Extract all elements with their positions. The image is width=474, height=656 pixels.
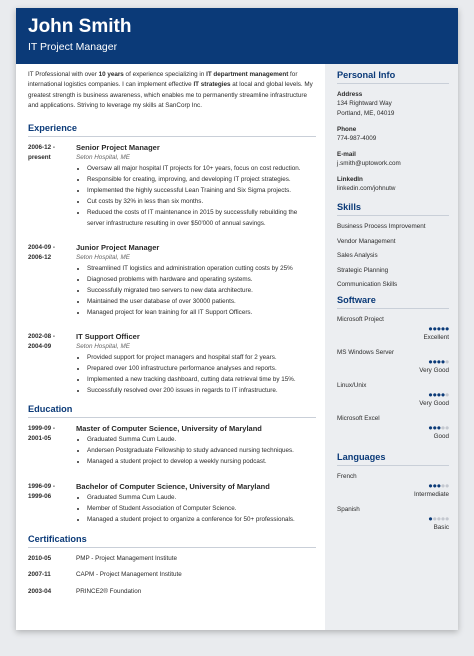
bullet: • Reduced the costs of IT maintenance in 2015 by successfully rebuilding the server infrastructure resulting in over $50'000 of annual savings. xyxy=(87,207,316,229)
skills-heading: Skills xyxy=(337,202,449,216)
rating-dot-filled-icon: ● xyxy=(428,480,433,490)
rating-dot-empty-icon: ● xyxy=(444,480,449,490)
rating-dot-empty-icon: ● xyxy=(436,513,441,523)
rating-dot-filled-icon: ● xyxy=(432,356,437,366)
main-column xyxy=(28,70,316,603)
rating-dots xyxy=(337,391,449,399)
rating-dot-filled-icon: ● xyxy=(436,323,441,333)
job-dates: 2002-08 - 2004-09 xyxy=(28,333,55,351)
bullet: • Prepared over 100 infrastructure performance analyses and reports. xyxy=(87,363,316,374)
rating-dot-filled-icon: ● xyxy=(436,480,441,490)
phone-value: 774-987-4009 xyxy=(337,135,377,142)
certifications-heading: Certifications xyxy=(28,534,316,548)
bullet: • Provided support for project managers and hospital staff for 2 years. xyxy=(87,352,316,363)
rating-dot-filled-icon: ● xyxy=(428,513,433,523)
education-entry xyxy=(28,424,316,467)
rating-level: Excellent xyxy=(423,333,449,341)
certification-item: 2007-11 CAPM - Project Management Institute xyxy=(28,571,182,579)
bullet: • Implemented a new tracking dashboard, cutting data retrieval time by 15%. xyxy=(87,374,316,385)
rating-dot-filled-icon: ● xyxy=(436,389,441,399)
rating-dot-empty-icon: ● xyxy=(440,480,445,490)
rating-dot-filled-icon: ● xyxy=(432,422,437,432)
job-dates: 2006-12 - present xyxy=(28,144,55,162)
software-item xyxy=(337,348,449,376)
software-item xyxy=(337,381,449,409)
experience-heading: Experience xyxy=(28,123,316,137)
rating-dot-filled-icon: ● xyxy=(432,323,437,333)
rating-dot-filled-icon: ● xyxy=(440,356,445,366)
software-name: Microsoft Project xyxy=(337,315,384,323)
rating-dot-filled-icon: ● xyxy=(428,323,433,333)
language-item xyxy=(337,505,449,533)
bullet: • Oversaw all major hospital IT projects for 10+ years, focus on cost reduction. xyxy=(87,163,316,174)
rating-level: Intermediate xyxy=(413,490,449,498)
language-name: Spanish xyxy=(337,505,360,513)
job-title: IT Support Officer xyxy=(76,332,140,342)
resume-sheet xyxy=(16,8,458,630)
rating-dot-empty-icon: ● xyxy=(444,513,449,523)
skill-item: Business Process Improvement xyxy=(337,223,426,230)
rating-dot-empty-icon: ● xyxy=(444,389,449,399)
bullet: • Cut costs by 32% in less than six months. xyxy=(87,196,316,207)
education-entry xyxy=(28,482,316,525)
education-dates: 1996-09 - 1999-06 xyxy=(28,483,55,501)
bullet: • Implemented the highly successful Lean Training and Six Sigma projects. xyxy=(87,185,316,196)
education-bullets xyxy=(76,492,316,525)
software-name: Microsoft Excel xyxy=(337,414,380,422)
bullet: • Responsible for creating, improving, and developing IT project strategies. xyxy=(87,174,316,185)
linkedin-value[interactable]: linkedin.com/johnutw xyxy=(337,185,396,192)
rating-dot-empty-icon: ● xyxy=(444,356,449,366)
languages-heading: Languages xyxy=(337,452,449,466)
rating-dot-empty-icon: ● xyxy=(432,513,437,523)
education-heading: Education xyxy=(28,404,316,418)
job-entry xyxy=(28,332,316,396)
rating-dot-filled-icon: ● xyxy=(436,356,441,366)
rating-dots xyxy=(337,482,449,490)
software-item xyxy=(337,414,449,442)
job-bullets xyxy=(76,352,316,396)
rating-level: Very Good xyxy=(419,399,449,407)
bullet: • Andersen Postgraduate Fellowship to study advanced nursing techniques. xyxy=(87,445,316,456)
candidate-title: IT Project Manager xyxy=(28,41,118,53)
job-title: Junior Project Manager xyxy=(76,243,160,253)
bullet: • Diagnosed problems with hardware and operating systems. xyxy=(87,274,316,285)
bullet: • Managed a student project to organize a conference for 50+ professionals. xyxy=(87,514,316,525)
job-dates: 2004-09 - 2006-12 xyxy=(28,244,55,262)
job-entry xyxy=(28,243,316,318)
software-heading: Software xyxy=(337,295,449,309)
phone-label: Phone xyxy=(337,126,357,133)
job-company: Seton Hospital, ME xyxy=(76,154,130,162)
rating-dot-filled-icon: ● xyxy=(428,422,433,432)
bullet: • Managed project for lean training for all IT Support Officers. xyxy=(87,307,316,318)
job-company: Seton Hospital, ME xyxy=(76,254,130,262)
job-company: Seton Hospital, ME xyxy=(76,343,130,351)
software-name: Linux/Unix xyxy=(337,381,367,389)
software-item xyxy=(337,315,449,343)
rating-dot-empty-icon: ● xyxy=(440,422,445,432)
rating-dot-filled-icon: ● xyxy=(432,389,437,399)
education-bullets xyxy=(76,434,316,467)
rating-dot-filled-icon: ● xyxy=(440,323,445,333)
degree-title: Master of Computer Science, University of Maryland xyxy=(76,424,262,434)
rating-dot-empty-icon: ● xyxy=(444,422,449,432)
certification-item: 2010-05 PMP - Project Management Institute xyxy=(28,555,178,563)
job-entry xyxy=(28,143,316,229)
sidebar xyxy=(325,64,458,630)
skill-item: Communication Skills xyxy=(337,281,398,289)
rating-dots xyxy=(337,515,449,523)
rating-dots xyxy=(337,325,449,333)
education-dates: 1999-09 - 2001-05 xyxy=(28,425,55,443)
resume-header xyxy=(16,8,458,64)
email-value[interactable]: j.smith@uptowork.com xyxy=(337,160,401,167)
address-line: Portland, ME, 04019 xyxy=(337,110,395,117)
address-label: Address xyxy=(337,91,363,98)
bullet: • Streamlined IT logistics and administration operation cutting costs by 25% xyxy=(87,263,316,274)
bullet: • Successfully resolved over 200 issues in regards to IT infrastructure. xyxy=(87,385,316,396)
rating-level: Basic xyxy=(433,523,449,531)
language-name: French xyxy=(337,472,357,480)
skill-item: Sales Analysis xyxy=(337,252,378,260)
rating-level: Good xyxy=(433,432,449,440)
candidate-name: John Smith xyxy=(28,16,132,37)
job-bullets xyxy=(76,163,316,229)
rating-level: Very Good xyxy=(419,366,449,374)
rating-dot-filled-icon: ● xyxy=(428,356,433,366)
rating-dot-empty-icon: ● xyxy=(440,513,445,523)
bullet: • Managed a student project to develop a weekly nursing podcast. xyxy=(87,456,316,467)
rating-dots xyxy=(337,424,449,432)
job-bullets xyxy=(76,263,316,318)
summary: IT Professional with over 10 years of experience specializing in IT department management for international logistics companies. I can implement effective IT strategies at local and global levels. My greatest strength is business awareness, which enables me to permanently streamline infrastructure and applications. Striving to leverage my skills at SanCorp Inc. xyxy=(28,71,313,109)
rating-dot-filled-icon: ● xyxy=(444,323,449,333)
skill-item: Strategic Planning xyxy=(337,266,389,274)
bullet: • Graduated Summa Cum Laude. xyxy=(87,434,316,445)
bullet: • Maintained the user database of over 30000 patients. xyxy=(87,296,316,307)
email-label: E-mail xyxy=(337,151,356,158)
rating-dot-filled-icon: ● xyxy=(432,480,437,490)
language-item xyxy=(337,472,449,500)
degree-title: Bachelor of Computer Science, University of Maryland xyxy=(76,482,270,492)
rating-dot-filled-icon: ● xyxy=(428,389,433,399)
certification-item: 2003-04 PRINCE2® Foundation xyxy=(28,587,142,595)
bullet: • Graduated Summa Cum Laude. xyxy=(87,492,316,503)
software-name: MS Windows Server xyxy=(337,348,395,356)
skill-item: Vendor Management xyxy=(337,237,396,245)
rating-dot-filled-icon: ● xyxy=(440,389,445,399)
job-title: Senior Project Manager xyxy=(76,143,160,153)
rating-dot-filled-icon: ● xyxy=(436,422,441,432)
address-line: 134 Rightward Way xyxy=(337,100,392,107)
bullet: • Successfully migrated two servers to new data architecture. xyxy=(87,285,316,296)
rating-dots xyxy=(337,358,449,366)
bullet: • Member of Student Association of Computer Science. xyxy=(87,503,316,514)
personal-info-heading: Personal Info xyxy=(337,70,449,84)
linkedin-label: LinkedIn xyxy=(337,176,363,183)
